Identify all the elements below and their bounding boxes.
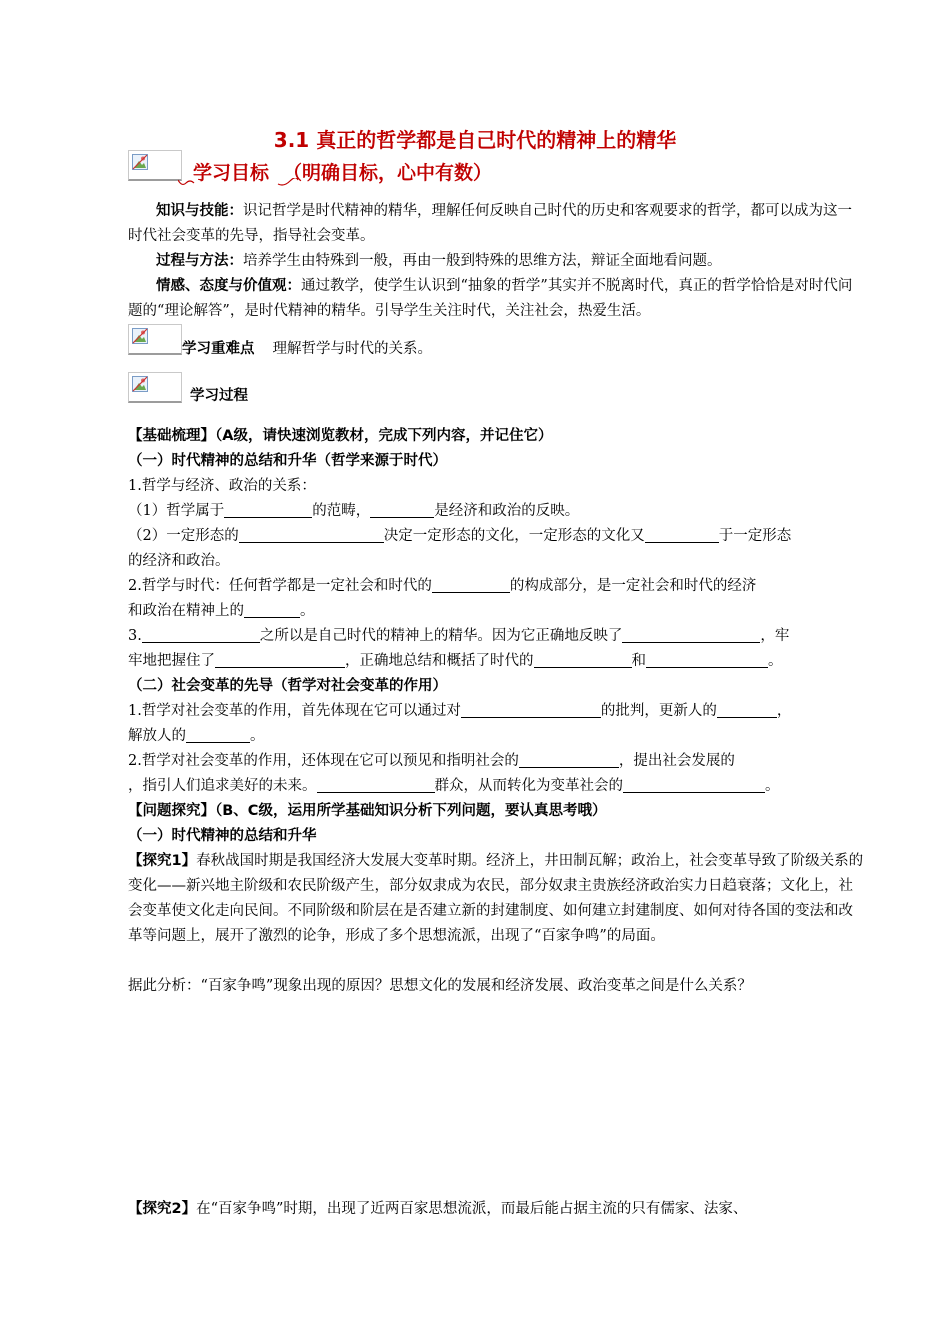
inquiry-1-label: 【探究1】 [128, 853, 197, 869]
fill-blank[interactable] [370, 501, 434, 518]
text-segment: 解放人的 [128, 728, 186, 744]
basics-heading-text: 【基础梳理】 [128, 428, 215, 444]
key-points-heading: 学习重难点 [182, 341, 255, 357]
inquiry-heading [128, 799, 606, 824]
objectives-heading-text: 学习目标 [193, 162, 270, 184]
text-segment: 牢地把握住了 [128, 653, 215, 669]
text-segment: 。 [765, 778, 780, 794]
knowledge-label: 知识与技能： [156, 203, 243, 219]
fill-blank[interactable] [432, 576, 510, 593]
text-segment: 和政治在精神上的 [128, 603, 244, 619]
text-segment: 是经济和政治的反映。 [434, 503, 580, 519]
fill-blank[interactable] [215, 651, 345, 668]
decorative-wave [178, 178, 298, 188]
process-heading [190, 384, 248, 409]
text-segment: 3. [128, 628, 142, 644]
inquiry-1-question: 据此分析：“百家争鸣”现象出现的原因？思想文化的发展和经济发展、政治变革之间是什么关系？ [128, 978, 752, 994]
key-points-text: 理解哲学与时代的关系。 [272, 341, 432, 357]
page-title: 3.1 真正的哲学都是自己时代的精神上的精华 [273, 128, 677, 152]
inquiry-2-text: 在“百家争鸣”时期，出现了近两百家思想流派，而最后能占据主流的只有儒家、法家、 [196, 1201, 748, 1217]
basics-line-10 [128, 724, 265, 749]
text-segment: 的批判，更新人的 [600, 703, 717, 719]
text-segment: ，正确地总结和概括了时代的 [345, 653, 534, 669]
emotion-paragraph [128, 274, 866, 324]
text-segment: 的构成部分，是一定社会和时代的经济 [509, 578, 757, 594]
fill-blank[interactable] [622, 626, 760, 643]
fill-blank[interactable] [461, 701, 601, 718]
text-segment: ， [776, 703, 792, 719]
text-segment: ，牢 [760, 628, 790, 644]
text-segment: （2）一定形态的 [128, 528, 239, 544]
fill-blank[interactable] [186, 726, 250, 743]
basics-line-6 [128, 599, 315, 624]
fill-blank[interactable] [534, 651, 632, 668]
fill-blank[interactable] [645, 526, 719, 543]
fill-blank[interactable] [317, 776, 435, 793]
text-segment: 2.哲学对社会变革的作用，还体现在它可以预见和指明社会的 [128, 753, 519, 769]
broken-image-icon [128, 324, 182, 355]
basics-line-7 [128, 624, 789, 649]
fill-blank[interactable] [142, 626, 260, 643]
text-segment: ，提出社会发展的 [618, 753, 735, 769]
basics-heading [128, 424, 552, 449]
basics-line-8 [128, 649, 783, 674]
text-segment: 决定一定形态的文化，一定形态的文化又 [383, 528, 645, 544]
process-text: 培养学生由特殊到一般，再由一般到特殊的思维方法，辩证全面地看问题。 [243, 253, 722, 269]
emotion-text: 通过教学，使学生认识到“抽象的哲学”其实并不脱离时代，真正的哲学恰恰是对时代问题的“理论解答”，是时代精神的精华。引导学生关注时代，关注社会，热爱生活。 [128, 278, 853, 319]
inquiry-1-paragraph [128, 849, 866, 949]
basics-line-2 [128, 499, 579, 524]
key-points [182, 337, 432, 362]
inquiry-1-text: 春秋战国时期是我国经济大发展大变革时期。经济上，井田制瓦解；政治上，社会变革导致了阶级关系的变化——新兴地主阶级和农民阶级产生，部分奴隶成为农民，部分奴隶主贵族经济政治实力日趋衰落；文化上，社会变革使文化走向民间。不同阶级和阶层在是否建立新的封建制度、如何建立封建制度、如何对待各国的变法和改革等问题上，展开了激烈的论争，形成了多个思想流派，出现了“百家争鸣”的局面。 [128, 853, 864, 944]
knowledge-paragraph [128, 199, 866, 249]
basics-line-4: 的经济和政治。 [128, 553, 230, 569]
basics-line-5 [128, 574, 756, 599]
text-segment: 。 [300, 603, 315, 619]
objectives-note: （明确目标，心中有数） [283, 162, 493, 184]
fill-blank[interactable] [519, 751, 619, 768]
basics-section-1: （一）时代精神的总结和升华（哲学来源于时代） [128, 453, 447, 469]
inquiry-note: （B、C级，运用所学基础知识分析下列问题，要认真思考哦） [215, 803, 607, 819]
inquiry-2-paragraph [128, 1197, 866, 1222]
fill-blank[interactable] [646, 651, 768, 668]
text-segment: 的范畴， [312, 503, 371, 519]
fill-blank[interactable] [623, 776, 765, 793]
inquiry-2-label: 【探究2】 [128, 1201, 197, 1217]
basics-section-2: （二）社会变革的先导（哲学对社会变革的作用） [128, 678, 447, 694]
text-segment: 之所以是自己时代的精神上的精华。因为它正确地反映了 [259, 628, 623, 644]
text-segment: 2.哲学与时代：任何哲学都是一定社会和时代的 [128, 578, 432, 594]
text-segment: 群众，从而转化为变革社会的 [434, 778, 623, 794]
text-segment: 。 [768, 653, 783, 669]
knowledge-text: 识记哲学是时代精神的精华，理解任何反映自己时代的历史和客观要求的哲学，都可以成为这一时代社会变革的先导，指导社会变革。 [128, 203, 852, 244]
text-segment: 。 [250, 728, 265, 744]
broken-image-icon [128, 150, 182, 181]
fill-blank[interactable] [244, 601, 300, 618]
text-segment: ，指引人们追求美好的未来。 [128, 778, 317, 794]
text-segment: 和 [631, 653, 646, 669]
emotion-label: 情感、态度与价值观： [156, 278, 301, 294]
process-label: 过程与方法： [156, 253, 243, 269]
process-heading-text: 学习过程 [190, 388, 248, 404]
broken-image-icon [128, 372, 182, 403]
inquiry-heading-text: 【问题探究】 [128, 803, 215, 819]
basics-line-3 [128, 524, 791, 549]
basics-line-9 [128, 699, 791, 724]
basics-line-1: 1.哲学与经济、政治的关系： [128, 478, 316, 494]
fill-blank[interactable] [717, 701, 777, 718]
basics-line-12 [128, 774, 780, 799]
fill-blank[interactable] [224, 501, 312, 518]
text-segment: 于一定形态 [718, 528, 792, 544]
basics-note: （A级，请快速浏览教材，完成下列内容，并记住它） [215, 428, 553, 444]
text-segment: （1）哲学属于 [128, 503, 225, 519]
text-segment: 1.哲学对社会变革的作用，首先体现在它可以通过对 [128, 703, 461, 719]
basics-line-11 [128, 749, 735, 774]
process-paragraph [128, 249, 866, 274]
fill-blank[interactable] [239, 526, 384, 543]
inquiry-section-1: （一）时代精神的总结和升华 [128, 828, 317, 844]
